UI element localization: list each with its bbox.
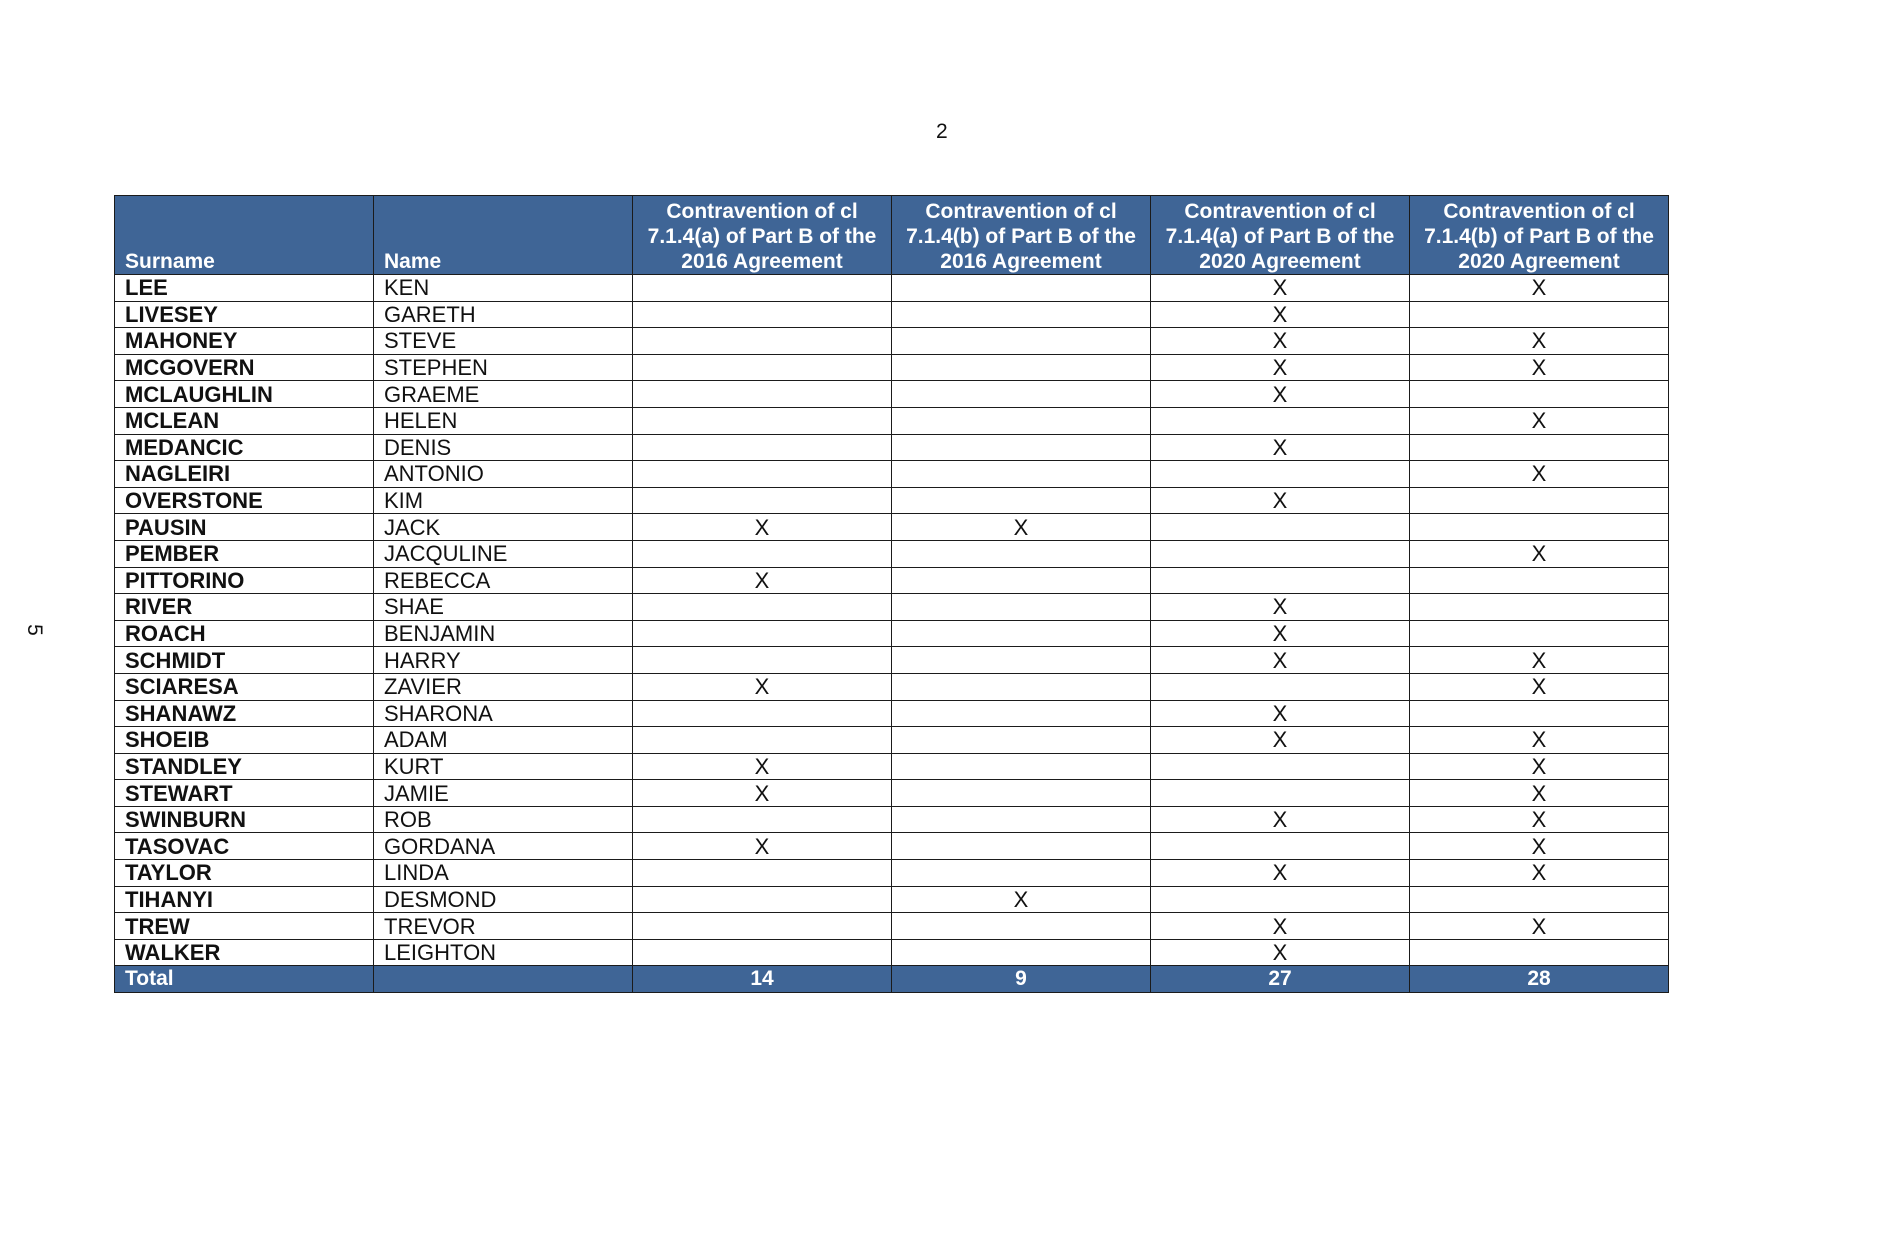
table-row <box>115 860 1669 887</box>
mark-2020-a <box>1151 461 1410 488</box>
mark-2020-b <box>1410 567 1669 594</box>
mark-2016-a <box>633 939 892 966</box>
name-cell: JACK <box>374 514 633 541</box>
mark-2020-b: X <box>1410 753 1669 780</box>
mark-2016-a <box>633 487 892 514</box>
mark-2020-a: X <box>1151 913 1410 940</box>
mark-2020-b: X <box>1410 328 1669 355</box>
surname-cell: TREW <box>115 913 374 940</box>
table-row <box>115 673 1669 700</box>
mark-2020-b <box>1410 939 1669 966</box>
mark-2016-b <box>892 381 1151 408</box>
name-cell: HARRY <box>374 647 633 674</box>
mark-2020-b <box>1410 434 1669 461</box>
surname-cell: SHANAWZ <box>115 700 374 727</box>
mark-2020-b: X <box>1410 780 1669 807</box>
name-cell: TREVOR <box>374 913 633 940</box>
mark-2020-b <box>1410 301 1669 328</box>
header-2020-b: Contravention of cl 7.1.4(b) of Part B of the 2020 Agreement <box>1410 196 1669 275</box>
mark-2020-b: X <box>1410 727 1669 754</box>
mark-2020-a: X <box>1151 594 1410 621</box>
mark-2020-b: X <box>1410 647 1669 674</box>
name-cell: JACQULINE <box>374 540 633 567</box>
mark-2020-a: X <box>1151 806 1410 833</box>
surname-cell: ROACH <box>115 620 374 647</box>
name-cell: ADAM <box>374 727 633 754</box>
name-cell: ANTONIO <box>374 461 633 488</box>
mark-2016-a <box>633 461 892 488</box>
name-cell: GORDANA <box>374 833 633 860</box>
mark-2020-b: X <box>1410 860 1669 887</box>
table-row <box>115 407 1669 434</box>
table-row <box>115 647 1669 674</box>
mark-2016-b <box>892 275 1151 302</box>
surname-cell: MCLAUGHLIN <box>115 381 374 408</box>
name-cell: ZAVIER <box>374 673 633 700</box>
header-surname: Surname <box>115 196 374 275</box>
mark-2020-b <box>1410 487 1669 514</box>
name-cell: KURT <box>374 753 633 780</box>
mark-2016-b <box>892 913 1151 940</box>
mark-2020-a: X <box>1151 700 1410 727</box>
mark-2016-b <box>892 780 1151 807</box>
mark-2016-b <box>892 647 1151 674</box>
mark-2016-a <box>633 647 892 674</box>
table-row <box>115 886 1669 913</box>
table-row <box>115 354 1669 381</box>
surname-cell: RIVER <box>115 594 374 621</box>
name-cell: BENJAMIN <box>374 620 633 647</box>
name-cell: GRAEME <box>374 381 633 408</box>
total-2020-a: 27 <box>1151 966 1410 993</box>
name-cell: JAMIE <box>374 780 633 807</box>
total-row <box>115 966 1669 993</box>
mark-2020-b: X <box>1410 540 1669 567</box>
mark-2016-b <box>892 594 1151 621</box>
mark-2016-b <box>892 407 1151 434</box>
mark-2016-b <box>892 461 1151 488</box>
table-row <box>115 806 1669 833</box>
mark-2016-b <box>892 833 1151 860</box>
name-cell: LINDA <box>374 860 633 887</box>
name-cell: KIM <box>374 487 633 514</box>
table-row <box>115 620 1669 647</box>
table-row <box>115 514 1669 541</box>
mark-2020-a <box>1151 886 1410 913</box>
mark-2016-a <box>633 275 892 302</box>
mark-2020-a <box>1151 780 1410 807</box>
mark-2020-a: X <box>1151 381 1410 408</box>
mark-2016-b <box>892 860 1151 887</box>
name-cell: GARETH <box>374 301 633 328</box>
mark-2020-b <box>1410 594 1669 621</box>
table-row <box>115 487 1669 514</box>
mark-2016-b <box>892 700 1151 727</box>
mark-2016-a: X <box>633 567 892 594</box>
table-row <box>115 540 1669 567</box>
mark-2020-b <box>1410 620 1669 647</box>
mark-2016-a <box>633 381 892 408</box>
mark-2020-a <box>1151 514 1410 541</box>
mark-2020-a: X <box>1151 860 1410 887</box>
name-cell: SHAE <box>374 594 633 621</box>
mark-2020-a: X <box>1151 275 1410 302</box>
mark-2020-a: X <box>1151 434 1410 461</box>
mark-2016-a <box>633 328 892 355</box>
surname-cell: PITTORINO <box>115 567 374 594</box>
surname-cell: NAGLEIRI <box>115 461 374 488</box>
name-cell: REBECCA <box>374 567 633 594</box>
total-2020-b: 28 <box>1410 966 1669 993</box>
header-row <box>115 196 1669 275</box>
mark-2020-b: X <box>1410 806 1669 833</box>
mark-2020-a: X <box>1151 487 1410 514</box>
mark-2016-a <box>633 620 892 647</box>
name-cell: KEN <box>374 275 633 302</box>
table-row <box>115 780 1669 807</box>
mark-2016-b <box>892 301 1151 328</box>
mark-2016-a <box>633 594 892 621</box>
surname-cell: OVERSTONE <box>115 487 374 514</box>
table-row <box>115 594 1669 621</box>
mark-2016-a <box>633 806 892 833</box>
total-name-cell <box>374 966 633 993</box>
mark-2016-b <box>892 540 1151 567</box>
surname-cell: TIHANYI <box>115 886 374 913</box>
mark-2016-a <box>633 727 892 754</box>
surname-cell: SCIARESA <box>115 673 374 700</box>
surname-cell: TAYLOR <box>115 860 374 887</box>
mark-2020-a <box>1151 833 1410 860</box>
surname-cell: WALKER <box>115 939 374 966</box>
mark-2020-b <box>1410 886 1669 913</box>
mark-2020-a: X <box>1151 620 1410 647</box>
table-row <box>115 275 1669 302</box>
mark-2016-a <box>633 434 892 461</box>
mark-2020-b: X <box>1410 673 1669 700</box>
mark-2016-a: X <box>633 753 892 780</box>
mark-2020-b: X <box>1410 354 1669 381</box>
mark-2020-a <box>1151 567 1410 594</box>
mark-2016-a <box>633 354 892 381</box>
mark-2016-a: X <box>633 780 892 807</box>
mark-2016-b <box>892 727 1151 754</box>
contraventions-table <box>114 195 1669 993</box>
surname-cell: PAUSIN <box>115 514 374 541</box>
surname-cell: SCHMIDT <box>115 647 374 674</box>
surname-cell: MCGOVERN <box>115 354 374 381</box>
total-label: Total <box>115 966 374 993</box>
surname-cell: SWINBURN <box>115 806 374 833</box>
table-row <box>115 700 1669 727</box>
table-row <box>115 833 1669 860</box>
surname-cell: LEE <box>115 275 374 302</box>
mark-2016-b <box>892 328 1151 355</box>
mark-2020-b: X <box>1410 461 1669 488</box>
mark-2020-b: X <box>1410 913 1669 940</box>
mark-2020-a: X <box>1151 647 1410 674</box>
mark-2016-b <box>892 567 1151 594</box>
page-number: 2 <box>936 120 948 143</box>
side-page-number: 5 <box>22 624 46 636</box>
mark-2016-b <box>892 673 1151 700</box>
name-cell: ROB <box>374 806 633 833</box>
mark-2020-a: X <box>1151 939 1410 966</box>
mark-2016-b <box>892 806 1151 833</box>
mark-2016-a <box>633 700 892 727</box>
name-cell: HELEN <box>374 407 633 434</box>
mark-2020-b: X <box>1410 833 1669 860</box>
mark-2016-b <box>892 434 1151 461</box>
table-row <box>115 913 1669 940</box>
mark-2020-a: X <box>1151 328 1410 355</box>
mark-2016-a: X <box>633 514 892 541</box>
mark-2016-a <box>633 301 892 328</box>
mark-2016-a <box>633 540 892 567</box>
mark-2020-a: X <box>1151 727 1410 754</box>
total-2016-b: 9 <box>892 966 1151 993</box>
table-row <box>115 939 1669 966</box>
surname-cell: MCLEAN <box>115 407 374 434</box>
mark-2016-a: X <box>633 833 892 860</box>
mark-2016-b: X <box>892 514 1151 541</box>
mark-2016-b <box>892 354 1151 381</box>
mark-2020-b <box>1410 700 1669 727</box>
table-row <box>115 301 1669 328</box>
header-2016-b: Contravention of cl 7.1.4(b) of Part B of the 2016 Agreement <box>892 196 1151 275</box>
mark-2020-a: X <box>1151 301 1410 328</box>
mark-2020-a <box>1151 540 1410 567</box>
mark-2016-b <box>892 939 1151 966</box>
header-2020-a: Contravention of cl 7.1.4(a) of Part B of the 2020 Agreement <box>1151 196 1410 275</box>
mark-2016-a <box>633 886 892 913</box>
table-row <box>115 328 1669 355</box>
surname-cell: MEDANCIC <box>115 434 374 461</box>
surname-cell: PEMBER <box>115 540 374 567</box>
mark-2020-a <box>1151 753 1410 780</box>
name-cell: SHARONA <box>374 700 633 727</box>
mark-2020-b: X <box>1410 407 1669 434</box>
name-cell: STEVE <box>374 328 633 355</box>
mark-2020-a: X <box>1151 354 1410 381</box>
mark-2020-b <box>1410 514 1669 541</box>
table-row <box>115 434 1669 461</box>
mark-2016-a <box>633 913 892 940</box>
surname-cell: STANDLEY <box>115 753 374 780</box>
surname-cell: TASOVAC <box>115 833 374 860</box>
surname-cell: LIVESEY <box>115 301 374 328</box>
table-row <box>115 461 1669 488</box>
mark-2016-b <box>892 753 1151 780</box>
total-2016-a: 14 <box>633 966 892 993</box>
table-body <box>115 275 1669 966</box>
mark-2020-a <box>1151 673 1410 700</box>
surname-cell: STEWART <box>115 780 374 807</box>
header-2016-a: Contravention of cl 7.1.4(a) of Part B of the 2016 Agreement <box>633 196 892 275</box>
table-row <box>115 753 1669 780</box>
mark-2016-b: X <box>892 886 1151 913</box>
surname-cell: MAHONEY <box>115 328 374 355</box>
mark-2016-b <box>892 620 1151 647</box>
surname-cell: SHOEIB <box>115 727 374 754</box>
mark-2020-b: X <box>1410 275 1669 302</box>
name-cell: DENIS <box>374 434 633 461</box>
name-cell: LEIGHTON <box>374 939 633 966</box>
mark-2020-b <box>1410 381 1669 408</box>
mark-2020-a <box>1151 407 1410 434</box>
mark-2016-a <box>633 407 892 434</box>
mark-2016-a <box>633 860 892 887</box>
mark-2016-b <box>892 487 1151 514</box>
header-name: Name <box>374 196 633 275</box>
name-cell: DESMOND <box>374 886 633 913</box>
table-row <box>115 727 1669 754</box>
name-cell: STEPHEN <box>374 354 633 381</box>
table-row <box>115 381 1669 408</box>
table-row <box>115 567 1669 594</box>
mark-2016-a: X <box>633 673 892 700</box>
